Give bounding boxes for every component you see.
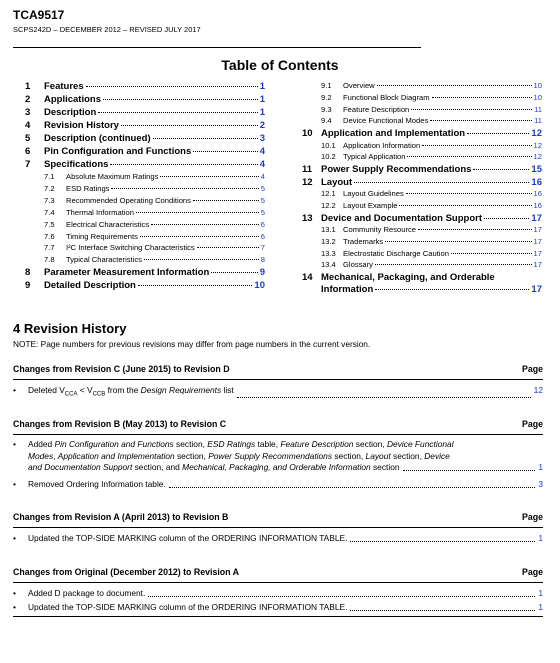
toc-entry-number: 10.2 [321,152,336,162]
leader-dots [375,289,529,290]
toc-entry-label: Power Supply Recommendations [321,164,472,176]
toc-page-link[interactable]: 6 [260,231,265,241]
bottom-rule [13,616,543,617]
toc-entry-number: 7 [25,159,31,170]
toc-entry[interactable] [44,255,265,264]
toc-entry[interactable] [25,94,265,105]
leader-dots [467,133,529,134]
toc-entry-number: 6 [25,146,31,157]
leader-dots [422,145,531,146]
toc-entry-label: I²C Interface Switching Characteristics [66,243,195,253]
toc-entry[interactable] [321,260,542,269]
toc-entry-number: 7.8 [44,255,55,265]
toc-entry-label: Overview [343,81,375,90]
toc-entry-label: Community Resource [343,225,417,234]
toc-entry[interactable] [25,159,265,170]
toc-page-link[interactable]: 17 [533,236,542,246]
change-item [13,439,543,474]
toc-entry-number: 13.2 [321,236,336,246]
toc-entry-label: Information [321,284,374,296]
toc-page-link[interactable]: 11 [534,104,542,114]
leader-dots [136,212,259,213]
leader-dots [407,156,531,157]
toc-entry-number: 9 [25,280,31,292]
toc-entry[interactable] [302,164,542,175]
page-link[interactable]: 1 [538,462,543,472]
toc-entry-number: 13.4 [321,260,336,270]
toc-entry[interactable] [25,267,265,278]
bullet: • [13,602,16,612]
toc-entry-number: 9.4 [321,116,332,126]
toc-entry[interactable] [321,93,542,102]
toc-entry[interactable] [25,120,265,131]
toc-page-link[interactable]: 7 [260,243,265,253]
leader-dots [153,138,258,139]
page-column-label: Page [521,419,543,429]
group-rule [13,527,543,528]
group-rule [13,582,543,583]
toc-entry-number: 9.1 [321,81,332,90]
leader-dots [110,164,257,165]
change-item [13,533,543,545]
toc-entry[interactable] [25,280,265,291]
toc-page-link[interactable]: 16 [531,176,542,188]
toc-entry-number: 7.7 [44,243,55,253]
toc-entry[interactable] [25,133,265,144]
toc-entry-number: 12 [302,176,313,188]
toc-page-link[interactable]: 9 [259,267,265,279]
leader-dots [399,205,531,206]
toc-page-link[interactable]: 16 [533,200,542,210]
leader-dots [193,151,257,152]
toc-page-link[interactable]: 17 [531,284,542,296]
leader-dots [148,585,535,597]
toc-entry-label: Application and Implementation [321,128,466,140]
leader-dots [418,229,532,230]
toc-entry-label: Device and Documentation Support [321,212,482,224]
toc-entry-label: Electrical Characteristics [66,219,150,229]
leader-dots [484,218,529,219]
toc-entry-label: Typical Application [343,152,406,162]
toc-entry[interactable] [44,172,265,181]
change-group-heading: Changes from Revision B (May 2013) to Revision C [13,419,227,429]
leader-dots [430,120,532,121]
toc-page-link[interactable]: 5 [260,183,265,193]
leader-dots [138,285,253,286]
toc-entry[interactable] [321,237,542,246]
toc-page-link[interactable]: 12 [533,152,542,162]
toc-entry[interactable] [25,81,265,92]
leader-dots [451,253,532,254]
toc-entry-label: Description [44,107,97,118]
toc-entry-number: 13.1 [321,225,336,234]
toc-page-link[interactable]: 12 [533,140,542,150]
toc-entry-number: 13 [302,212,313,224]
toc-entry[interactable] [302,272,542,296]
leader-dots [385,241,531,242]
change-group-heading: Changes from Original (December 2012) to Revision A [13,567,240,577]
change-group [13,419,543,489]
group-rule [13,434,543,435]
toc-page-link[interactable]: 5 [260,207,265,217]
toc-page-link[interactable]: 17 [533,260,542,270]
leader-dots [350,599,535,611]
header-rule [13,47,421,48]
change-text: Added D package to document. [28,588,146,598]
page-link[interactable]: 1 [538,588,543,598]
toc-entry-number: 7.6 [44,231,55,241]
toc-entry[interactable] [321,105,542,114]
toc-entry-label: Trademarks [343,236,384,246]
toc-entry-number: 7.2 [44,183,55,193]
toc-entry-number: 7.3 [44,195,55,205]
change-item [13,479,543,491]
toc-page-link[interactable]: 10 [254,280,265,292]
toc-entry-label: Typical Characteristics [66,255,142,265]
change-group-heading: Changes from Revision C (June 2015) to Revision D [13,364,230,374]
leader-dots [473,169,529,170]
change-group [13,567,543,612]
leader-dots [193,200,259,201]
toc-entry[interactable] [302,177,542,188]
page-link[interactable]: 12 [533,385,543,395]
toc-entry-number: 9.2 [321,92,332,102]
leader-dots [432,97,532,98]
toc-entry-label: Detailed Description [44,280,136,292]
toc-entry-label: Glossary [343,260,373,270]
part-number: TCA9517 [13,8,65,22]
bullet: • [13,479,16,489]
page-link[interactable]: 1 [538,533,543,543]
toc-entry[interactable] [321,116,542,125]
leader-dots [211,272,257,273]
toc-page-link[interactable]: 1 [259,81,265,92]
revision-note: NOTE: Page numbers for previous revisions may differ from page numbers in the current version. [13,339,371,349]
change-text: Deleted $V_{CCA} < V_{CCB}$ from the Design Requirements list [28,385,234,398]
toc-entry-number: 13.3 [321,248,336,258]
leader-dots [411,109,532,110]
change-item [13,602,543,614]
leader-dots [406,193,532,194]
toc-entry[interactable] [44,243,265,252]
toc-entry[interactable] [321,81,542,90]
leader-dots [377,85,532,86]
toc-entry-number: 4 [25,120,31,131]
toc-entry-number: 12.2 [321,200,336,210]
toc-page-link[interactable]: 1 [259,94,265,105]
toc-page-link[interactable]: 4 [260,172,265,181]
page-column-label: Page [521,567,543,577]
page-column-label: Page [521,364,543,374]
toc-page-link[interactable]: 6 [260,219,265,229]
document-header [13,8,201,34]
change-group [13,364,543,398]
revision-history-title: 4 Revision History [13,321,127,336]
leader-dots [354,182,529,183]
toc-entry[interactable] [44,232,265,241]
toc-entry[interactable] [321,201,542,210]
toc-entry[interactable] [302,128,542,139]
change-text-line: Modes, Application and Implementation section, Power Supply Recommendations section, Layout section, Device [28,450,450,461]
change-group-heading: Changes from Revision A (April 2013) to Revision B [13,512,229,522]
leader-dots [160,176,258,177]
leader-dots [350,530,535,542]
change-group [13,512,543,543]
toc-page-link[interactable]: 11 [534,116,542,126]
toc-entry-number: 7.1 [44,172,55,181]
leader-dots [169,476,536,488]
group-rule [13,379,543,380]
toc-entry-number: 7.4 [44,207,55,217]
toc-entry[interactable] [321,152,542,161]
change-item [13,385,543,401]
toc-entry-label: Layout Guidelines [343,189,404,198]
toc-title: Table of Contents [221,57,339,73]
bullet: • [13,588,16,598]
leader-dots [151,224,259,225]
toc-page-link[interactable]: 16 [533,189,542,198]
leader-dots [403,459,536,471]
leader-dots [237,382,531,398]
toc-entry[interactable] [302,213,542,224]
toc-entry-label: Layout [321,176,353,188]
toc-entry-label: Device Functional Modes [343,116,429,126]
leader-dots [111,188,258,189]
toc-entry[interactable] [44,196,265,205]
toc-page-link[interactable]: 8 [260,255,265,265]
toc-entry[interactable] [25,107,265,118]
toc-entry-number: 14 [302,272,313,284]
bullet: • [13,533,16,543]
toc-entry-number: 8 [25,267,31,279]
toc-page-link[interactable]: 10 [533,81,542,90]
toc-entry-number: 10.1 [321,140,336,150]
bullet: • [13,439,16,449]
toc-page-link[interactable]: 5 [260,195,265,205]
toc-entry-label: Application Information [343,140,421,150]
page-link[interactable]: 3 [538,479,543,489]
toc-page-link[interactable]: 15 [531,164,542,176]
toc-entry-label: Pin Configuration and Functions [44,146,192,157]
toc-entry[interactable] [321,141,542,150]
toc-page-link[interactable]: 2 [259,120,265,131]
toc-entry-label: Description (continued) [44,133,151,144]
toc-entry-label: Feature Description [343,104,410,114]
document-id: SCPS242D – DECEMBER 2012 – REVISED JULY 2017 [13,25,201,34]
toc-entry-label: Electrostatic Discharge Caution [343,248,449,258]
toc-entry-label: Absolute Maximum Ratings [66,172,159,181]
toc-page-link[interactable]: 1 [259,107,265,118]
leader-dots [121,125,258,126]
toc-entry-number: 11 [302,164,313,176]
toc-entry-label: Functional Block Diagram [343,92,430,102]
change-text-line: Added Pin Configuration and Functions section, ESD Ratings table, Feature Description section, Device Functional [28,439,454,449]
leader-dots [140,236,259,237]
toc-entry-number: 9.3 [321,104,332,114]
toc-entry-label: Recommended Operating Conditions [66,195,191,205]
toc-entry-label: Layout Example [343,200,398,210]
toc-entry-label: Features [44,81,84,92]
toc-entry-number: 10 [302,128,313,140]
toc-entry[interactable] [44,208,265,217]
page-column-label: Page [521,512,543,522]
change-text: Updated the TOP-SIDE MARKING column of the ORDERING INFORMATION TABLE. [28,602,348,612]
toc-entry-number: 12.1 [321,189,336,198]
toc-entry[interactable] [44,184,265,193]
change-item [13,588,543,600]
change-text: Removed Ordering Information table. [28,479,166,489]
leader-dots [144,259,259,260]
toc-page-link[interactable]: 12 [531,128,542,140]
leader-dots [103,99,258,100]
page-link[interactable]: 1 [538,602,543,612]
toc-entry[interactable] [321,249,542,258]
toc-page-link[interactable]: 17 [533,248,542,258]
toc-page-link[interactable]: 10 [533,92,542,102]
toc-entry-label: Timing Requirements [66,231,138,241]
change-text: Updated the TOP-SIDE MARKING column of the ORDERING INFORMATION TABLE. [28,533,348,543]
toc-page-link[interactable]: 4 [259,159,265,170]
toc-entry-label: Thermal Information [66,207,134,217]
change-text-line: and Documentation Support section, and Mechanical, Packaging, and Orderable Information section [28,462,400,472]
toc-entry[interactable] [321,225,542,234]
toc-entry[interactable] [321,189,542,198]
leader-dots [197,247,259,248]
leader-dots [86,86,258,87]
toc-page-link[interactable]: 3 [259,133,265,144]
toc-page-link[interactable]: 4 [259,146,265,157]
leader-dots [98,112,257,113]
toc-page-link[interactable]: 17 [531,212,542,224]
toc-entry-label: Mechanical, Packaging, and Orderable [321,272,495,284]
toc-entry-label: ESD Ratings [66,183,110,193]
toc-page-link[interactable]: 17 [533,225,542,234]
toc-entry-label: Specifications [44,159,109,170]
toc-entry[interactable] [44,220,265,229]
toc-entry-number: 1 [25,81,31,92]
toc-entry-number: 2 [25,94,31,105]
toc-entry-number: 3 [25,107,31,118]
toc-entry-label: Revision History [44,120,119,131]
toc-entry-label: Applications [44,94,102,105]
toc-entry-number: 5 [25,133,31,144]
toc-entry[interactable] [25,146,265,157]
toc-entry-label: Parameter Measurement Information [44,267,210,279]
bullet: • [13,385,16,395]
leader-dots [375,264,532,265]
toc-entry-number: 7.5 [44,219,55,229]
